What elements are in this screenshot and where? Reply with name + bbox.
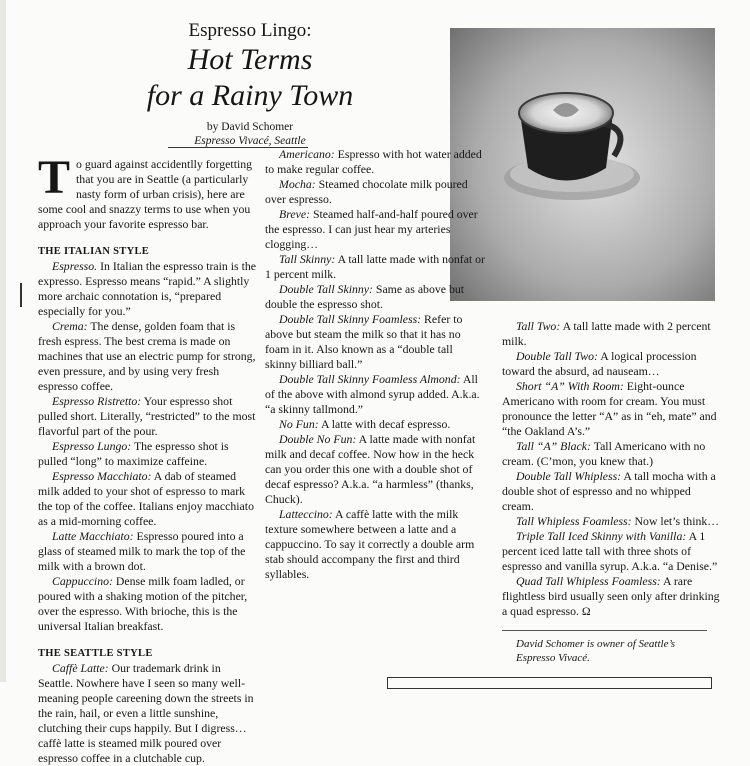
entry-ristretto: Espresso Ristretto: Your espresso shot pulled short. Literally, “restricted” to the most flavorful part of the pour.: [38, 394, 256, 438]
entry-lungo: Espresso Lungo: The espresso shot is pulled “long” to maximize caffeine.: [38, 439, 229, 468]
article-header: [100, 20, 400, 148]
bio-rule: [502, 630, 707, 631]
page-edge: [0, 0, 6, 682]
column-3: [502, 319, 720, 619]
entry-latte-macchiato: Latte Macchiato: Espresso poured into a glass of steamed milk to mark the top of the milk with a brown dot.: [38, 529, 246, 573]
section-heading-seattle: THE SEATTLE STYLE: [38, 648, 153, 659]
entry-breve: Breve: Steamed half-and-half poured over the espresso. I can just hear my arteries clogging…: [265, 207, 478, 251]
entry-no-fun: No Fun: A latte with decaf espresso.: [279, 417, 451, 431]
entry-double-tall-skinny-foamless-almond: Double Tall Skinny Foamless Almond: All of the above with almond syrup added. A.k.a. “a skinny tallmond.”: [265, 372, 480, 416]
author-affiliation: Espresso Vivacé, Seattle: [194, 135, 306, 147]
byline: by David Schomer: [206, 121, 294, 133]
entry-tall-two: Tall Two: A tall latte made with 2 percent milk.: [502, 319, 711, 348]
entry-latteccino: Latteccino: A caffè latte with the milk texture somewhere between a latte and a cappuccino. To say it correctly a double arm stab should accompany the first and third syllables.: [265, 507, 475, 581]
section-heading-italian: THE ITALIAN STYLE: [38, 246, 150, 257]
latte-photo: [450, 28, 715, 301]
column-2: [265, 147, 485, 582]
kicker: Espresso Lingo:: [188, 20, 312, 41]
entry-double-tall-whipless: Double Tall Whipless: A tall mocha with a double shot of espresso and no whipped cream.: [502, 469, 716, 513]
entry-tall-whipless-foamless: Tall Whipless Foamless: Now let’s think…: [516, 514, 720, 528]
entry-double-tall-skinny-foamless: Double Tall Skinny Foamless: Refer to above but steam the milk so that it has no foam in it. Also known as a “double tall skinny billiard ball.”: [265, 312, 463, 371]
drop-cap: T: [38, 151, 71, 204]
entry-double-tall-two: Double Tall Two: A logical procession toward the absurd, ad nauseam…: [502, 349, 697, 378]
entry-short-a-with-room: Short “A” With Room: Eight-ounce Americano with room for cream. You must pronounce the letter “A” as in “eh, mate” and “the Oakland A’s.”: [502, 379, 717, 438]
entry-tall-a-black: Tall “A” Black: Tall Americano with no cream. (C’mon, you knew that.): [502, 439, 706, 468]
entry-mocha: Mocha: Steamed chocolate milk poured over espresso.: [265, 177, 468, 206]
entry-americano: Americano: Espresso with hot water added to make regular coffee.: [265, 147, 482, 176]
entry-tall-skinny: Tall Skinny: A tall latte made with nonfat or 1 percent milk.: [265, 252, 485, 281]
headline-line-2: for a Rainy Town: [146, 79, 354, 112]
entry-quad-tall-whipless-foamless: Quad Tall Whipless Foamless: A rare flightless bird usually seen only after drinking a quad espresso. Ω: [502, 574, 720, 618]
bottom-frame: [387, 677, 712, 689]
entry-caffe-latte: Caffè Latte: Our trademark drink in Seattle. Nowhere have I seen so many well-meaning people careening down the streets in the rain, hail, or even a little sunshine, clutching their cups happily. But I digress… caffè latte is steamed milk poured over espresso coffee in a clutchable cup.: [38, 661, 254, 765]
column-1: [38, 151, 257, 766]
headline-line-1: Hot Terms: [187, 43, 313, 76]
author-bio: David Schomer is owner of Seattle’s Espresso Vivacé.: [516, 638, 675, 664]
entry-crema: Crema: The dense, golden foam that is fresh espress. The best crema is made on machines that use an electric pump for strong, even pressure, and by using very fresh espresso coffee.: [38, 319, 256, 393]
coffee-cup-illustration: [450, 28, 715, 301]
entry-double-tall-skinny: Double Tall Skinny: Same as above but double the espresso shot.: [265, 282, 465, 311]
entry-cappuccino: Cappuccino: Dense milk foam ladled, or poured with a shaking motion of the pitcher, over the espresso. With brioche, this is the universal Italian breakfast.: [38, 574, 248, 633]
entry-espresso-macchiato: Espresso Macchiato: A dab of steamed milk added to your shot of espresso to mark the top of the coffee. Italians enjoy macchiato as a mid-morning coffee.: [38, 469, 254, 528]
entry-double-no-fun: Double No Fun: A latte made with nonfat milk and decaf coffee. Now how in the heck can you order this one with a double shot of decaf espresso? A.k.a. “a harmless” (thanks, Chuck).: [265, 432, 476, 506]
margin-mark: [20, 283, 22, 307]
entry-espresso: Espresso. In Italian the espresso train is the expresso. Espresso means “rapid.” A slightly more archaic connotation is, “prepared especially for you.”: [38, 259, 257, 318]
entry-triple-tall-iced-skinny-vanilla: Triple Tall Iced Skinny with Vanilla: A 1 percent iced latte tall with three shots of espresso and vanilla syrup. A.k.a. “a Denise.”: [502, 529, 718, 573]
intro-paragraph: To guard against accidentlly forgetting that you are in Seattle (a particularly nasty form of urban crisis), here are some cool and snazzy terms to use when you approach your favorite espresso bar.: [38, 151, 253, 231]
